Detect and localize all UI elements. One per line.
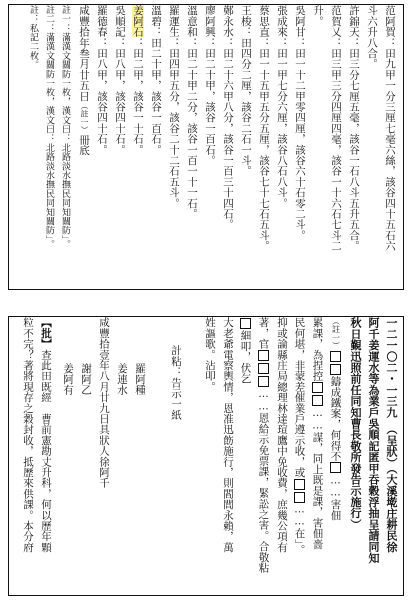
doc-heading-2: 阿千姜運水等為業戶吳順記匿甲吞穀浮抽呈請同知 — [367, 317, 380, 564]
entry-wu-shunji: 吳順記：田八甲，該谷四十石。 — [114, 5, 126, 155]
signer-luo-azhong: 羅阿種 — [134, 363, 146, 396]
body-line-7: 大老爺電察輿情，恩准迅飭施行，則閻閭永賴，萬 — [222, 317, 234, 553]
entry-zhang-chenglai: 張成來：田一甲七分六厘，該谷八石八斗。 — [276, 5, 288, 209]
entry-luo-yunsheng: 羅運生：田四甲五分，該谷二十二石五斗。 — [168, 5, 180, 209]
blank-box — [294, 492, 305, 503]
entry-fan-ahe-cont: 斗六升八合。 — [366, 5, 378, 70]
body-line-4: 抑或論縣庄局總理林達瑄鷹中免收費，庶幾公項有 — [276, 317, 288, 553]
top-document-panel — [8, 4, 404, 290]
doc-heading-3: 秋日覲迅照前任同知曹長敬所發告示施行） — [349, 317, 362, 530]
signer-jiang-ayou: 姜阿有 — [62, 363, 74, 396]
highlighted-name: 姜阿石 — [132, 5, 144, 38]
approval-label: 【批】 — [40, 317, 52, 350]
date-line: 咸豐拾年叁月廿五日（註一）冊底 — [78, 5, 90, 156]
entry-liao-axing: 廖阿興：田二十甲，該谷一百石。 — [204, 5, 216, 166]
signer-jiang-lianshui: 姜連水 — [116, 363, 128, 396]
petition-date-line: 咸豐拾壹年八月廿九日具狀人徐阿千 — [98, 317, 110, 489]
entry-zheng-yongshui: 鄭永水：田二十六甲八分，該谷一百三十四石。 — [222, 5, 234, 230]
doc-heading-1: 一二一〇二・一三九 （呈狀）（大溪墘庄耕民徐 — [385, 317, 398, 553]
entry-fan-heyi: 范賀乂：田三甲三分四厘四毫，該谷一十六石七斗二 — [330, 5, 342, 252]
body-line-3: 民何堪，非蒙差催業戶遵示收，或……在」。 — [293, 317, 306, 555]
entry-luo-dechun: 羅德春：田八甲，該谷四十石。 — [96, 5, 108, 155]
blank-box — [330, 351, 341, 362]
entry-wen-yihe: 溫意和：田二十甲二分，該谷一百一十一石。 — [186, 5, 198, 219]
approval-line-1: 【批】查此田既經 曹前憲勘丈升科，何以歷年顆 — [40, 317, 52, 553]
blank-box — [294, 479, 305, 490]
body-line-6: 細叩，伏乞 — [240, 317, 251, 384]
footnote-2: 註二：滿漢文關防一枚，漢文曰：北路淡水撫民同知關防」。 — [44, 5, 54, 249]
blank-box — [312, 382, 323, 393]
blank-box — [258, 376, 269, 387]
entry-jiang-ashi: 姜阿石：田二甲，該谷一十石。 — [132, 5, 144, 155]
footnote-3: 註：私記二枚。 — [28, 5, 38, 70]
blank-box — [258, 350, 269, 361]
body-line-5: 著，官……恩給示免票課，緊訟之害。合敬粘 — [257, 317, 270, 574]
entry-wen-bi: 溫碧：田二十甲，該谷一百石。 — [150, 5, 162, 155]
blank-box — [330, 462, 341, 473]
entry-cai-sizhi: 蔡思直：田一十五甲五分五厘，該谷七十七石五斗。 — [258, 5, 270, 252]
entry-xu-jintian: 許錦天：田三分七厘五毫，該谷一石八斗五升五合。 — [348, 5, 360, 252]
blank-box — [330, 364, 341, 375]
body-line-1: （註一）鑄成鐵案，何得不……害佃 — [329, 317, 342, 521]
blank-box — [258, 363, 269, 374]
blank-box — [240, 318, 251, 329]
signer-xie-ayi: 謝阿乙 — [80, 363, 92, 396]
bottom-document-panel — [8, 316, 404, 596]
body-line-8: 姓謳歌。沾叩。 — [204, 317, 216, 392]
entry-wu-agan: 吳阿甘：田一十二甲零四厘，該谷六十石零二斗。 — [294, 5, 306, 241]
body-line-2: 累課，為捏控……謀，同上既是課，害佃嗇 — [311, 317, 324, 550]
entry-wang-suo: 王梭：田四分二厘，該谷二石一斗。 — [240, 5, 252, 177]
footnote-1: 註一：滿漢文關防一枚，漢文曰：北路淡水撫民同知關防」。 — [60, 5, 70, 249]
entry-fan-heyi-cont: 升。 — [312, 5, 324, 27]
approval-line-2: 粒不完？著將現存之穀封收，抵歷來供課。本分府 — [22, 317, 34, 553]
blank-box — [312, 395, 323, 406]
attachment-line: 計粘：告示一紙 — [170, 345, 182, 420]
entry-fan-ahe: 范阿賀：田九甲一分三厘七毫六絲，該谷四十五石六 — [384, 5, 396, 252]
